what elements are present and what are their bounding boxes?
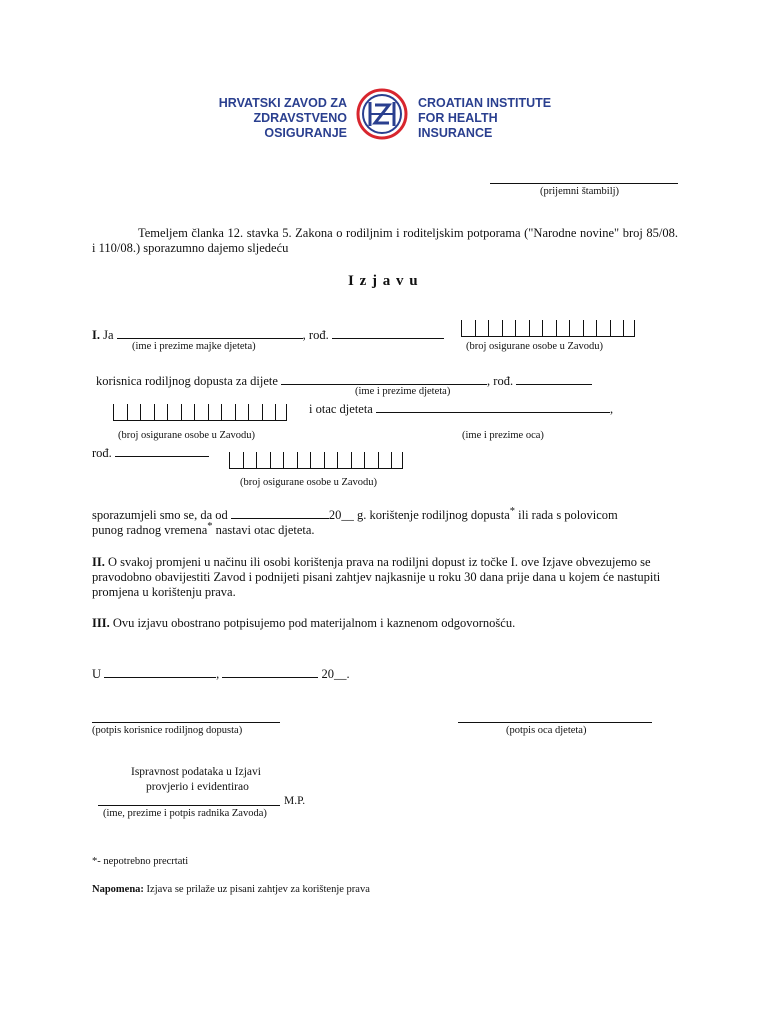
verification-line1: Ispravnost podataka u Izjavi bbox=[131, 766, 261, 778]
agreement-text-c: ili rada s polovicom bbox=[518, 508, 618, 523]
agreement-text-e: nastavi otac djeteta. bbox=[215, 523, 315, 538]
rod-label-2: , rođ. bbox=[487, 374, 514, 388]
date-field[interactable] bbox=[222, 665, 318, 678]
mother-insured-number-boxes[interactable] bbox=[461, 320, 635, 337]
section1-row2 bbox=[96, 372, 592, 389]
mother-insured-caption: (broj osigurane osobe u Zavodu) bbox=[466, 341, 604, 352]
stamp-caption: (prijemni štambilj) bbox=[540, 186, 620, 197]
father-name-field[interactable] bbox=[376, 400, 610, 413]
father-signature-line[interactable] bbox=[458, 722, 652, 723]
mother-birthdate-field[interactable] bbox=[332, 326, 444, 339]
section2-numeral: II. bbox=[92, 555, 105, 569]
institute-name-hr bbox=[219, 96, 347, 141]
place-field[interactable] bbox=[104, 665, 216, 678]
agreement-text-b: 20__ g. korištenje rodiljnog dopusta bbox=[328, 508, 510, 523]
father-name-caption: (ime i prezime oca) bbox=[462, 430, 544, 441]
agreement-line2 bbox=[92, 521, 315, 538]
start-date-field[interactable] bbox=[231, 506, 329, 519]
intro-paragraph: Temeljem članka 12. stavka 5. Zakona o rodiljnim i roditeljskim potporama ("Narodne novine" broj 85/08. i 110/08.) sporazumno dajemo sljedeću bbox=[92, 226, 678, 255]
section3-numeral: III. bbox=[92, 616, 110, 630]
institute-name-en bbox=[418, 96, 551, 141]
mother-name-caption: (ime i prezime majke djeteta) bbox=[132, 341, 256, 352]
father-insured-number-boxes[interactable] bbox=[229, 452, 403, 469]
note-label: Napomena: bbox=[92, 884, 144, 895]
note-line bbox=[92, 884, 370, 895]
document-title: I z j a v u bbox=[348, 273, 419, 289]
mother-signature-line[interactable] bbox=[92, 722, 280, 723]
mp-label: M.P. bbox=[284, 795, 306, 807]
hzzo-logo-icon bbox=[356, 88, 408, 140]
section2-paragraph bbox=[92, 555, 678, 600]
ja-label: Ja bbox=[103, 328, 114, 342]
rod-label-3: rođ. bbox=[92, 446, 112, 460]
institute-name-en-line: CROATIAN INSTITUTE bbox=[418, 96, 552, 110]
institute-name-en-line: INSURANCE bbox=[418, 126, 493, 140]
footnote-star: * bbox=[509, 506, 516, 517]
clerk-signature-caption: (ime, prezime i potpis radnika Zavoda) bbox=[103, 808, 267, 819]
father-signature-caption: (potpis oca djeteta) bbox=[506, 725, 587, 736]
section3-text: Ovu izjavu obostrano potpisujemo pod materijalnom i kaznenom odgovornošću. bbox=[112, 616, 516, 630]
child-insured-number-boxes[interactable] bbox=[113, 404, 287, 421]
father-birthdate-field[interactable] bbox=[115, 444, 209, 457]
section1-row4 bbox=[92, 444, 209, 461]
section2-text: O svakoj promjeni u načinu ili osobi korištenja prava na rodiljni dopust iz točke I. ove Izjave obvezujemo se pravodobno obavijestiti Zavod i podnijeti pisani zahtjev najkasnije u roku 30 dana prije dana u kojem će nastupiti promjena u korištenju prava. bbox=[92, 555, 661, 599]
section3-line bbox=[92, 616, 515, 631]
child-insured-caption: (broj osigurane osobe u Zavodu) bbox=[118, 430, 256, 441]
agreement-text-d: punog radnog vremena bbox=[92, 523, 208, 538]
father-comma: , bbox=[609, 402, 614, 416]
note-text: Izjava se prilaže uz pisani zahtjev za korištenje prava bbox=[146, 884, 370, 895]
stamp-line[interactable] bbox=[490, 183, 678, 184]
footnote: *- nepotrebno precrtati bbox=[92, 856, 189, 867]
verification-line2: provjerio i evidentirao bbox=[146, 781, 249, 793]
child-name-caption: (ime i prezime djeteta) bbox=[355, 386, 451, 397]
place-date-line bbox=[92, 665, 350, 682]
institute-name-en-line: FOR HEALTH bbox=[418, 111, 498, 125]
year-text: 20__. bbox=[321, 667, 350, 681]
child-name-field[interactable] bbox=[281, 372, 487, 385]
section1-row3 bbox=[309, 400, 613, 417]
leave-text: korisnica rodiljnog dopusta za dijete bbox=[96, 374, 278, 388]
father-insured-caption: (broj osigurane osobe u Zavodu) bbox=[240, 477, 378, 488]
institute-name-hr-line: OSIGURANJE bbox=[264, 126, 347, 140]
place-comma: , bbox=[216, 667, 220, 681]
mother-name-field[interactable] bbox=[117, 326, 303, 339]
place-label: U bbox=[92, 667, 102, 681]
agreement-text-a: sporazumjeli smo se, da od bbox=[92, 508, 228, 523]
institute-name-hr-line: HRVATSKI ZAVOD ZA bbox=[218, 96, 347, 110]
mother-signature-caption: (potpis korisnice rodiljnog dopusta) bbox=[92, 725, 243, 736]
clerk-signature-line[interactable] bbox=[98, 805, 280, 806]
child-birthdate-field[interactable] bbox=[516, 372, 592, 385]
section1-numeral: I. bbox=[92, 328, 100, 342]
footnote-star: * bbox=[207, 521, 213, 532]
rod-label: , rođ. bbox=[302, 328, 329, 342]
father-text: i otac djeteta bbox=[309, 402, 373, 416]
institute-name-hr-line: ZDRAVSTVENO bbox=[253, 111, 347, 125]
